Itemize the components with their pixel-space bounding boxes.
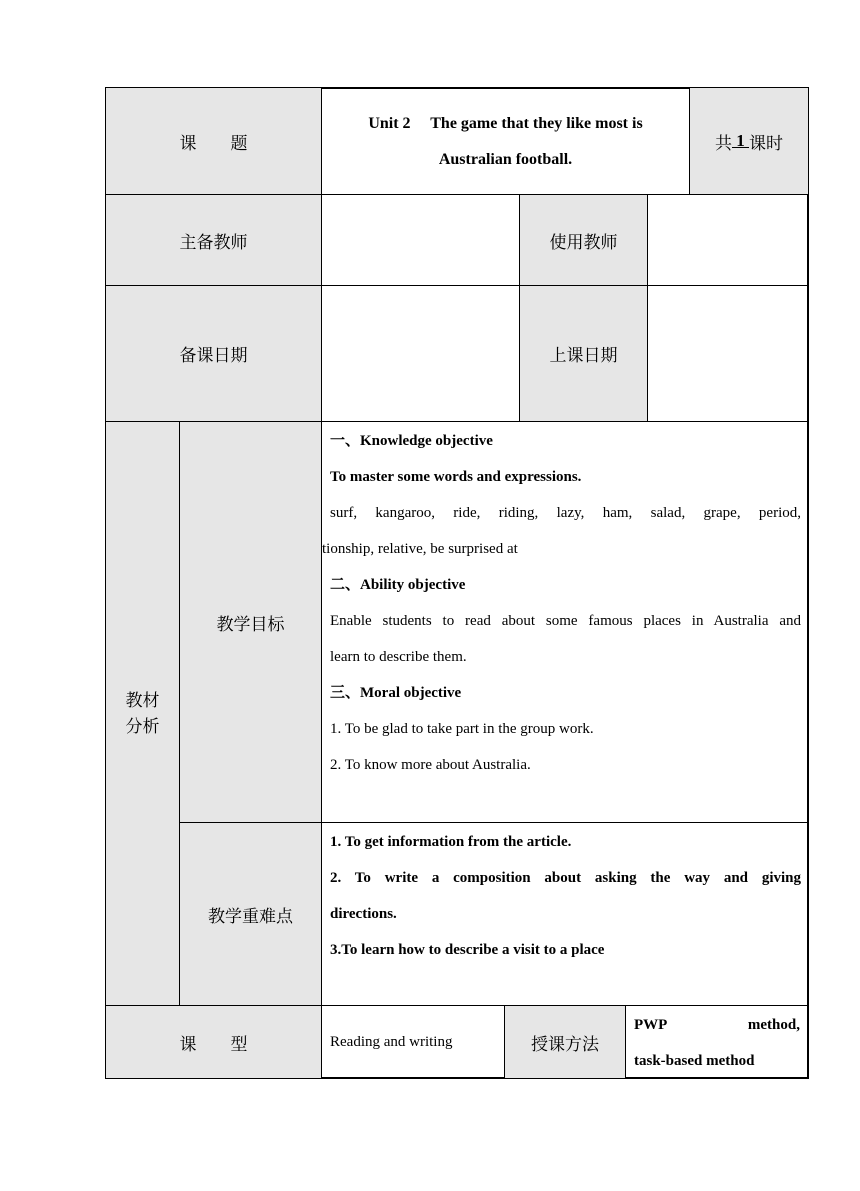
- topic-label: [105, 87, 322, 195]
- key-point-3: 3.To learn how to describe a visit to a place: [330, 942, 605, 958]
- teaching-method-label-text: 授课方法: [531, 1034, 599, 1055]
- key-difficult-points-content: [321, 822, 809, 1006]
- ability-objective-heading: 二、Ability objective: [330, 577, 466, 593]
- key-point-1: 1. To get information from the article.: [330, 834, 572, 850]
- periods-suffix: 课时: [749, 133, 783, 154]
- lesson-type-label-text: 课 型: [179, 1034, 248, 1055]
- prep-date-value[interactable]: [321, 285, 520, 422]
- teaching-method-label: [504, 1005, 626, 1079]
- teaching-method-value: [625, 1005, 809, 1079]
- key-difficult-points-label-text: 教学重难点: [208, 906, 293, 927]
- class-date-value[interactable]: [647, 285, 809, 422]
- class-date-label-text: 上课日期: [549, 346, 618, 366]
- knowledge-objective-heading: 一、Knowledge objective: [330, 433, 493, 449]
- moral-objective-heading: 三、Moral objective: [330, 685, 462, 701]
- lesson-type-value: [321, 1005, 505, 1079]
- prep-date-label: [105, 285, 322, 422]
- using-teacher-label-text: 使用教师: [549, 232, 618, 253]
- class-date-label: [519, 285, 648, 422]
- knowledge-objective-sub: To master some words and expressions.: [330, 469, 582, 485]
- moral-objective-2: 2. To know more about Australia.: [330, 757, 531, 773]
- teaching-method-line1: [626, 1007, 808, 1043]
- main-teacher-label: [105, 194, 322, 286]
- using-teacher-label: [519, 194, 648, 286]
- vocabulary-line1: surf, kangaroo, ride, riding, lazy, ham, salad, grape, period,: [330, 505, 801, 521]
- moral-objective-1: 1. To be glad to take part in the group work.: [330, 721, 594, 737]
- material-analysis-line1: 教材: [125, 690, 160, 711]
- periods-value: 1: [732, 131, 749, 150]
- teaching-method-line2: task-based method: [634, 1053, 755, 1069]
- lesson-type-label: [105, 1005, 322, 1079]
- teaching-method-method: method,: [747, 1017, 800, 1033]
- topic-title-line2: Australian football.: [438, 151, 573, 168]
- periods-cell: [689, 87, 809, 195]
- key-point-2-line2: directions.: [330, 906, 397, 922]
- vocabulary-line2: tionship, relative, be surprised at: [322, 541, 518, 557]
- main-teacher-value[interactable]: [321, 194, 520, 286]
- lesson-type-value-text: Reading and writing: [330, 1033, 453, 1050]
- periods-prefix: 共: [715, 133, 732, 154]
- main-teacher-label-text: 主备教师: [179, 232, 248, 253]
- teaching-objectives-content: [321, 421, 809, 823]
- topic-title-line1: Unit 2 The game that they like most is: [368, 115, 643, 132]
- prep-date-label-text: 备课日期: [179, 346, 248, 366]
- teaching-method-pwp: PWP: [634, 1017, 668, 1033]
- ability-objective-line2: learn to describe them.: [330, 649, 467, 665]
- teaching-objectives-label: [179, 421, 322, 823]
- key-difficult-points-label: [179, 822, 322, 1006]
- topic-title-cell: [321, 87, 690, 195]
- using-teacher-value[interactable]: [647, 194, 809, 286]
- material-analysis-line2: 分析: [125, 716, 160, 737]
- key-point-2-line1: 2. To write a composition about asking the way and giving: [330, 870, 801, 886]
- topic-label-text: 课 题: [179, 133, 248, 154]
- teaching-objectives-label-text: 教学目标: [216, 614, 285, 635]
- material-analysis-label: [105, 421, 180, 1006]
- ability-objective-line1: Enable students to read about some famous places in Australia and: [330, 613, 801, 629]
